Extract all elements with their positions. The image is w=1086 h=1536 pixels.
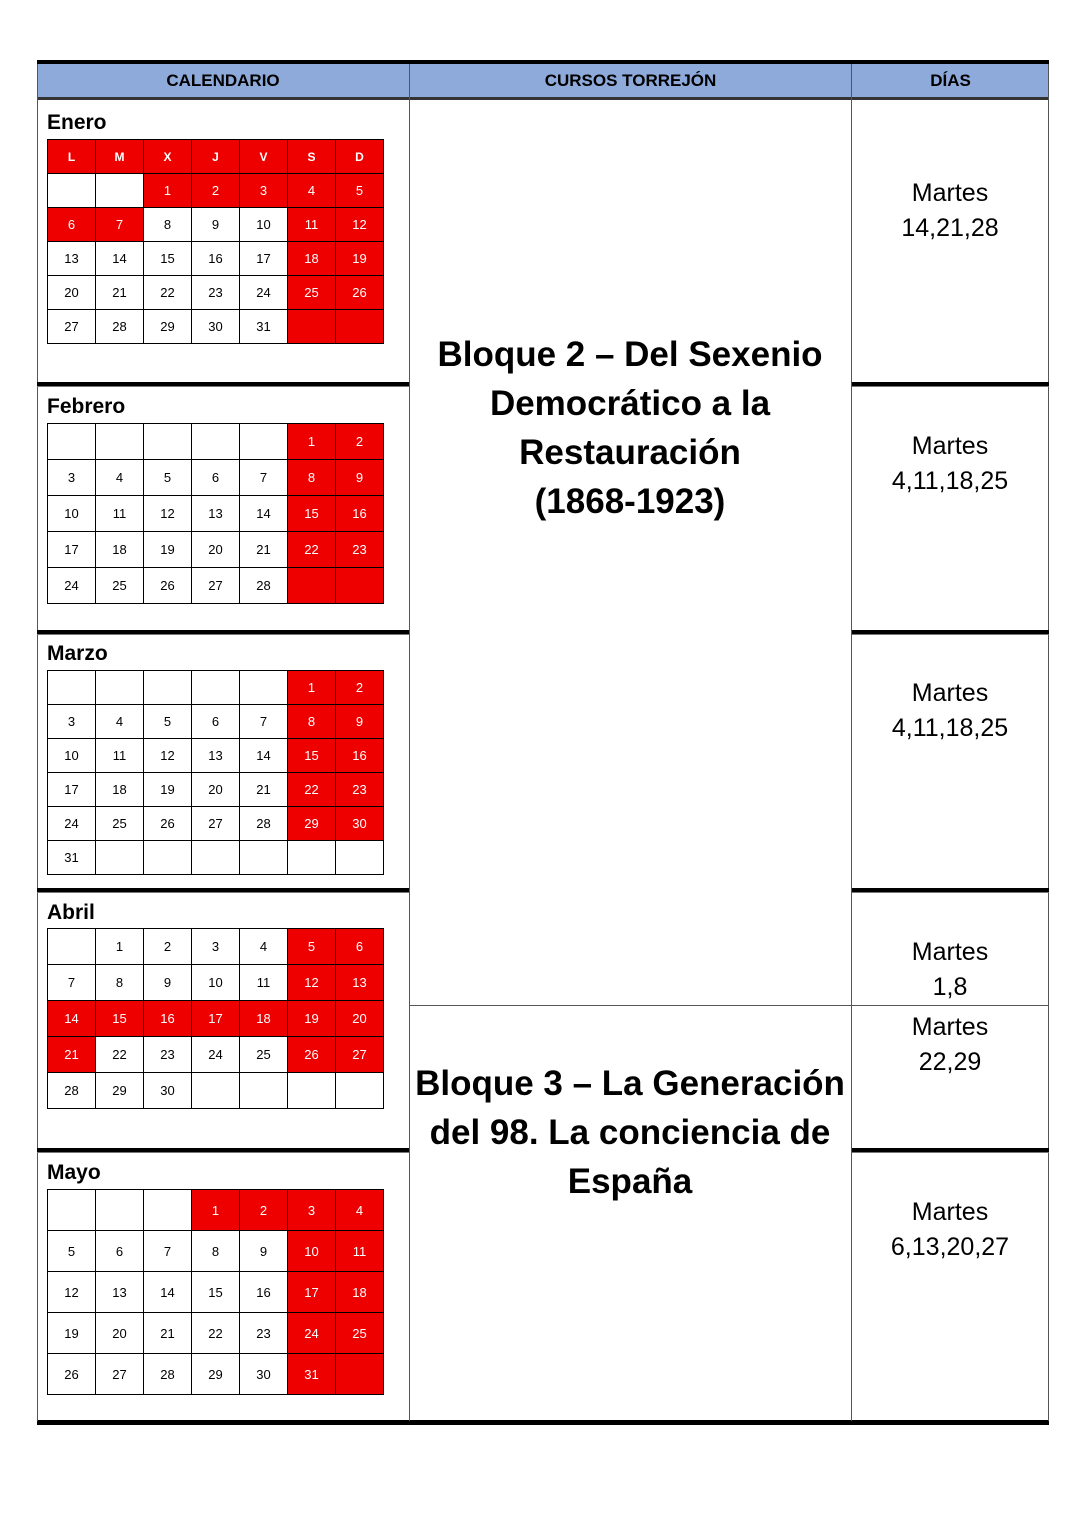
day-cell: 12 bbox=[48, 1272, 96, 1313]
days-label: Martes bbox=[911, 679, 989, 707]
day-cell: 28 bbox=[240, 807, 288, 841]
days-cell-marzo bbox=[851, 676, 1049, 746]
day-cell: 6 bbox=[192, 460, 240, 496]
day-cell-holiday: 26 bbox=[288, 1037, 336, 1073]
course-title-line: Bloque 2 – Del Sexenio bbox=[437, 335, 823, 374]
day-cell-holiday: 22 bbox=[288, 532, 336, 568]
day-cell: 30 bbox=[240, 1354, 288, 1395]
day-cell: 20 bbox=[192, 773, 240, 807]
header-calendario bbox=[37, 64, 409, 100]
course-bloque-2 bbox=[410, 330, 850, 526]
week-row bbox=[48, 424, 384, 460]
days-dates: 4,11,18,25 bbox=[891, 714, 1009, 742]
days-label: Martes bbox=[911, 432, 989, 460]
day-cell bbox=[192, 1073, 240, 1109]
day-cell: 14 bbox=[96, 242, 144, 276]
day-cell bbox=[288, 841, 336, 875]
day-cell-holiday: 2 bbox=[240, 1190, 288, 1231]
day-cell-holiday: 2 bbox=[336, 424, 384, 460]
day-cell: 23 bbox=[240, 1313, 288, 1354]
day-cell: 23 bbox=[192, 276, 240, 310]
day-cell: 23 bbox=[144, 1037, 192, 1073]
day-cell: 7 bbox=[144, 1231, 192, 1272]
day-cell: 17 bbox=[48, 532, 96, 568]
day-cell: 16 bbox=[240, 1272, 288, 1313]
day-cell: 17 bbox=[240, 242, 288, 276]
days-dates: 6,13,20,27 bbox=[890, 1233, 1010, 1261]
day-cell: 26 bbox=[48, 1354, 96, 1395]
day-cell: 22 bbox=[192, 1313, 240, 1354]
day-cell: 26 bbox=[144, 568, 192, 604]
day-cell: 13 bbox=[48, 242, 96, 276]
month-name: Marzo bbox=[47, 642, 108, 665]
days-label: Martes bbox=[911, 938, 989, 966]
day-cell: 7 bbox=[48, 965, 96, 1001]
day-cell: 28 bbox=[144, 1354, 192, 1395]
day-cell-holiday: 18 bbox=[336, 1272, 384, 1313]
weekday-cell: L bbox=[48, 140, 96, 174]
day-cell: 24 bbox=[48, 568, 96, 604]
days-separator bbox=[852, 1148, 1049, 1153]
week-row bbox=[48, 1231, 384, 1272]
day-cell: 8 bbox=[96, 965, 144, 1001]
day-cell-holiday: 16 bbox=[336, 739, 384, 773]
week-row bbox=[48, 1272, 384, 1313]
week-row bbox=[48, 1354, 384, 1395]
day-cell: 10 bbox=[48, 739, 96, 773]
day-cell bbox=[96, 174, 144, 208]
week-row bbox=[48, 671, 384, 705]
course-title-line: del 98. La conciencia de bbox=[429, 1113, 831, 1152]
day-cell: 6 bbox=[192, 705, 240, 739]
day-cell: 26 bbox=[144, 807, 192, 841]
day-cell-holiday: 9 bbox=[336, 705, 384, 739]
day-cell: 4 bbox=[240, 929, 288, 965]
day-cell bbox=[48, 174, 96, 208]
day-cell bbox=[48, 929, 96, 965]
day-cell-holiday: 22 bbox=[288, 773, 336, 807]
day-cell: 22 bbox=[144, 276, 192, 310]
week-row bbox=[48, 496, 384, 532]
day-cell: 29 bbox=[192, 1354, 240, 1395]
day-cell bbox=[240, 841, 288, 875]
day-cell-holiday: 27 bbox=[336, 1037, 384, 1073]
day-cell: 11 bbox=[96, 739, 144, 773]
day-cell: 24 bbox=[48, 807, 96, 841]
day-cell: 18 bbox=[96, 532, 144, 568]
day-cell: 4 bbox=[96, 460, 144, 496]
week-row bbox=[48, 310, 384, 344]
header-cursos-label: CURSOS TORREJÓN bbox=[544, 70, 717, 90]
weekday-cell: J bbox=[192, 140, 240, 174]
day-cell: 21 bbox=[96, 276, 144, 310]
month-name: Enero bbox=[47, 111, 107, 134]
week-row bbox=[48, 965, 384, 1001]
day-cell-holiday: 16 bbox=[144, 1001, 192, 1037]
day-cell: 8 bbox=[192, 1231, 240, 1272]
day-cell: 29 bbox=[144, 310, 192, 344]
day-cell-holiday: 4 bbox=[336, 1190, 384, 1231]
day-cell-holiday: 12 bbox=[336, 208, 384, 242]
days-cell-mayo bbox=[851, 1195, 1049, 1265]
day-cell: 29 bbox=[96, 1073, 144, 1109]
day-cell: 19 bbox=[144, 773, 192, 807]
day-cell: 13 bbox=[192, 496, 240, 532]
day-cell: 4 bbox=[96, 705, 144, 739]
day-cell bbox=[144, 424, 192, 460]
weekday-cell: V bbox=[240, 140, 288, 174]
days-label: Martes bbox=[911, 1013, 989, 1041]
days-cell-enero bbox=[851, 176, 1049, 246]
day-cell: 8 bbox=[144, 208, 192, 242]
day-cell-holiday bbox=[288, 568, 336, 604]
month-separator bbox=[37, 382, 409, 387]
day-cell: 5 bbox=[144, 460, 192, 496]
day-cell bbox=[192, 841, 240, 875]
day-cell: 9 bbox=[144, 965, 192, 1001]
days-label: Martes bbox=[911, 1198, 989, 1226]
day-cell: 10 bbox=[192, 965, 240, 1001]
week-row bbox=[48, 841, 384, 875]
day-cell-holiday: 18 bbox=[288, 242, 336, 276]
day-cell-holiday: 3 bbox=[240, 174, 288, 208]
day-cell-holiday: 4 bbox=[288, 174, 336, 208]
week-row bbox=[48, 532, 384, 568]
month-calendar-febrero bbox=[47, 423, 384, 604]
week-row bbox=[48, 242, 384, 276]
day-cell: 20 bbox=[96, 1313, 144, 1354]
month-name: Abril bbox=[47, 901, 95, 924]
day-cell: 12 bbox=[144, 496, 192, 532]
day-cell: 9 bbox=[240, 1231, 288, 1272]
month-separator bbox=[37, 630, 409, 635]
day-cell: 27 bbox=[48, 310, 96, 344]
course-title-line: Bloque 3 – La Generación bbox=[415, 1064, 845, 1103]
day-cell: 27 bbox=[192, 568, 240, 604]
day-cell-holiday: 17 bbox=[288, 1272, 336, 1313]
day-cell: 24 bbox=[240, 276, 288, 310]
course-divider bbox=[409, 1005, 1049, 1006]
month-name: Mayo bbox=[47, 1161, 101, 1184]
day-cell-holiday: 2 bbox=[192, 174, 240, 208]
day-cell: 12 bbox=[144, 739, 192, 773]
day-cell bbox=[240, 671, 288, 705]
day-cell-holiday: 3 bbox=[288, 1190, 336, 1231]
day-cell: 21 bbox=[240, 773, 288, 807]
day-cell-holiday: 2 bbox=[336, 671, 384, 705]
course-title-line: España bbox=[567, 1162, 693, 1201]
day-cell: 3 bbox=[192, 929, 240, 965]
day-cell-holiday: 1 bbox=[288, 671, 336, 705]
day-cell: 21 bbox=[240, 532, 288, 568]
week-row bbox=[48, 568, 384, 604]
day-cell: 25 bbox=[96, 807, 144, 841]
day-cell-holiday: 8 bbox=[288, 460, 336, 496]
week-row bbox=[48, 1313, 384, 1354]
header-dias-label: DÍAS bbox=[930, 70, 971, 90]
day-cell bbox=[192, 424, 240, 460]
day-cell: 11 bbox=[96, 496, 144, 532]
days-dates: 14,21,28 bbox=[901, 214, 999, 242]
day-cell: 5 bbox=[144, 705, 192, 739]
day-cell bbox=[48, 671, 96, 705]
day-cell-holiday: 6 bbox=[48, 208, 96, 242]
weekday-cell: M bbox=[96, 140, 144, 174]
day-cell: 7 bbox=[240, 460, 288, 496]
day-cell: 27 bbox=[192, 807, 240, 841]
week-row bbox=[48, 929, 384, 965]
day-cell-holiday: 25 bbox=[288, 276, 336, 310]
day-cell-holiday: 31 bbox=[288, 1354, 336, 1395]
day-cell: 28 bbox=[240, 568, 288, 604]
day-cell bbox=[336, 1073, 384, 1109]
day-cell: 28 bbox=[48, 1073, 96, 1109]
weekday-cell: X bbox=[144, 140, 192, 174]
day-cell-holiday: 25 bbox=[336, 1313, 384, 1354]
week-row bbox=[48, 1037, 384, 1073]
days-separator bbox=[852, 382, 1049, 387]
days-cell-abril-b bbox=[851, 1010, 1049, 1080]
day-cell: 19 bbox=[144, 532, 192, 568]
day-cell-holiday: 16 bbox=[336, 496, 384, 532]
day-cell: 22 bbox=[96, 1037, 144, 1073]
day-cell bbox=[144, 841, 192, 875]
days-dates: 1,8 bbox=[932, 973, 968, 1001]
day-cell-holiday: 19 bbox=[336, 242, 384, 276]
header-calendario-label: CALENDARIO bbox=[166, 70, 280, 90]
day-cell bbox=[192, 671, 240, 705]
day-cell-holiday: 15 bbox=[96, 1001, 144, 1037]
day-cell-holiday: 7 bbox=[96, 208, 144, 242]
day-cell bbox=[144, 671, 192, 705]
day-cell: 14 bbox=[240, 496, 288, 532]
days-dates: 4,11,18,25 bbox=[891, 467, 1009, 495]
day-cell-holiday: 13 bbox=[336, 965, 384, 1001]
day-cell bbox=[48, 424, 96, 460]
day-cell-holiday: 1 bbox=[144, 174, 192, 208]
days-separator bbox=[852, 630, 1049, 635]
day-cell: 5 bbox=[48, 1231, 96, 1272]
week-row bbox=[48, 276, 384, 310]
day-cell: 3 bbox=[48, 460, 96, 496]
week-row bbox=[48, 208, 384, 242]
day-cell-holiday: 24 bbox=[288, 1313, 336, 1354]
day-cell: 10 bbox=[48, 496, 96, 532]
day-cell-holiday: 14 bbox=[48, 1001, 96, 1037]
day-cell-holiday: 10 bbox=[288, 1231, 336, 1272]
day-cell bbox=[96, 424, 144, 460]
week-row bbox=[48, 807, 384, 841]
day-cell: 31 bbox=[240, 310, 288, 344]
course-bloque-3 bbox=[410, 1059, 850, 1206]
header-cursos bbox=[410, 64, 851, 100]
day-cell: 14 bbox=[144, 1272, 192, 1313]
header-dias bbox=[852, 64, 1049, 100]
day-cell bbox=[240, 424, 288, 460]
day-cell-holiday: 15 bbox=[288, 496, 336, 532]
day-cell: 30 bbox=[144, 1073, 192, 1109]
day-cell-holiday: 5 bbox=[288, 929, 336, 965]
day-cell bbox=[96, 841, 144, 875]
month-calendar-mayo bbox=[47, 1189, 384, 1395]
day-cell-holiday: 21 bbox=[48, 1037, 96, 1073]
day-cell: 19 bbox=[48, 1313, 96, 1354]
day-cell-holiday: 30 bbox=[336, 807, 384, 841]
day-cell-holiday: 6 bbox=[336, 929, 384, 965]
day-cell: 2 bbox=[144, 929, 192, 965]
day-cell: 6 bbox=[96, 1231, 144, 1272]
day-cell-holiday bbox=[336, 310, 384, 344]
day-cell: 16 bbox=[192, 242, 240, 276]
month-separator bbox=[37, 888, 409, 893]
day-cell: 7 bbox=[240, 705, 288, 739]
day-cell: 14 bbox=[240, 739, 288, 773]
day-cell: 28 bbox=[96, 310, 144, 344]
day-cell-holiday: 11 bbox=[336, 1231, 384, 1272]
day-cell: 25 bbox=[96, 568, 144, 604]
week-row bbox=[48, 174, 384, 208]
week-row bbox=[48, 1001, 384, 1037]
day-cell bbox=[144, 1190, 192, 1231]
week-row bbox=[48, 1073, 384, 1109]
weekday-cell: S bbox=[288, 140, 336, 174]
week-row bbox=[48, 705, 384, 739]
course-title-line: (1868-1923) bbox=[534, 482, 726, 521]
day-cell bbox=[48, 1190, 96, 1231]
month-calendar-marzo bbox=[47, 670, 384, 875]
month-name: Febrero bbox=[47, 395, 126, 418]
month-separator bbox=[37, 1148, 409, 1153]
day-cell-holiday: 19 bbox=[288, 1001, 336, 1037]
day-cell: 18 bbox=[96, 773, 144, 807]
day-cell bbox=[336, 841, 384, 875]
day-cell-holiday: 26 bbox=[336, 276, 384, 310]
course-title-line: Democrático a la bbox=[489, 384, 771, 423]
day-cell bbox=[96, 671, 144, 705]
column-divider bbox=[409, 64, 410, 1421]
day-cell bbox=[288, 1073, 336, 1109]
day-cell: 10 bbox=[240, 208, 288, 242]
day-cell: 30 bbox=[192, 310, 240, 344]
day-cell bbox=[96, 1190, 144, 1231]
days-dates: 22,29 bbox=[918, 1048, 982, 1076]
day-cell: 15 bbox=[192, 1272, 240, 1313]
day-cell: 20 bbox=[48, 276, 96, 310]
day-cell: 24 bbox=[192, 1037, 240, 1073]
day-cell-holiday: 1 bbox=[288, 424, 336, 460]
day-cell: 11 bbox=[240, 965, 288, 1001]
days-label: Martes bbox=[911, 179, 989, 207]
month-calendar-abril bbox=[47, 928, 384, 1109]
day-cell: 13 bbox=[96, 1272, 144, 1313]
day-cell-holiday: 8 bbox=[288, 705, 336, 739]
day-cell-holiday: 12 bbox=[288, 965, 336, 1001]
day-cell: 1 bbox=[96, 929, 144, 965]
day-cell-holiday bbox=[288, 310, 336, 344]
day-cell-holiday: 23 bbox=[336, 532, 384, 568]
day-cell-holiday: 15 bbox=[288, 739, 336, 773]
month-calendar-enero bbox=[47, 139, 384, 344]
day-cell: 13 bbox=[192, 739, 240, 773]
day-cell-holiday: 18 bbox=[240, 1001, 288, 1037]
week-row bbox=[48, 460, 384, 496]
day-cell: 31 bbox=[48, 841, 96, 875]
day-cell: 9 bbox=[192, 208, 240, 242]
day-cell: 20 bbox=[192, 532, 240, 568]
day-cell-holiday: 17 bbox=[192, 1001, 240, 1037]
day-cell: 17 bbox=[48, 773, 96, 807]
day-cell-holiday: 11 bbox=[288, 208, 336, 242]
day-cell-holiday: 9 bbox=[336, 460, 384, 496]
days-separator bbox=[852, 888, 1049, 893]
days-cell-abril-a bbox=[851, 935, 1049, 1005]
day-cell-holiday: 29 bbox=[288, 807, 336, 841]
day-cell: 27 bbox=[96, 1354, 144, 1395]
day-cell-holiday: 20 bbox=[336, 1001, 384, 1037]
day-cell: 21 bbox=[144, 1313, 192, 1354]
day-cell-holiday bbox=[336, 568, 384, 604]
days-cell-febrero bbox=[851, 429, 1049, 499]
week-row bbox=[48, 773, 384, 807]
weekday-header-row bbox=[48, 140, 384, 174]
course-title-line: Restauración bbox=[519, 433, 741, 472]
column-divider bbox=[37, 64, 38, 1421]
week-row bbox=[48, 1190, 384, 1231]
day-cell: 25 bbox=[240, 1037, 288, 1073]
week-row bbox=[48, 739, 384, 773]
day-cell-holiday bbox=[336, 1354, 384, 1395]
weekday-cell: D bbox=[336, 140, 384, 174]
day-cell: 15 bbox=[144, 242, 192, 276]
day-cell: 3 bbox=[48, 705, 96, 739]
day-cell-holiday: 1 bbox=[192, 1190, 240, 1231]
day-cell-holiday: 23 bbox=[336, 773, 384, 807]
day-cell-holiday: 5 bbox=[336, 174, 384, 208]
day-cell bbox=[240, 1073, 288, 1109]
